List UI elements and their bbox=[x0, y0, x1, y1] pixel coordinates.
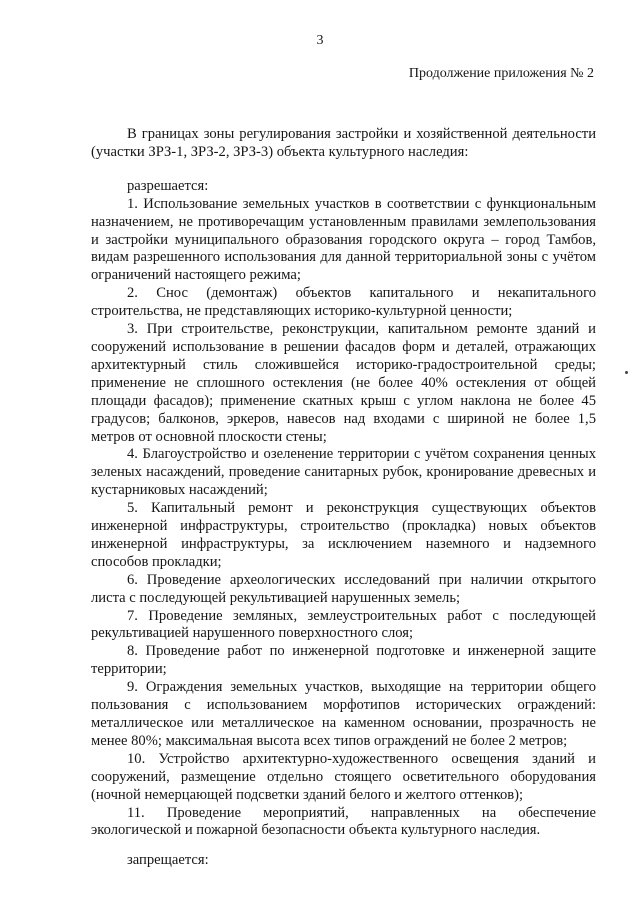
list-item: 1. Использование земельных участков в соответствии с функциональным назначением, не противоречащим установленным правилами землепользования и застройки муниципального образования городского округа – город Тамбов, видам разрешенного использования для данной территориальной зоны с учётом ограничений настоящего режима; bbox=[91, 195, 596, 284]
list-item: 5. Капитальный ремонт и реконструкция существующих объектов инженерной инфраструктуры, строительство (прокладка) новых объектов инженерной инфраструктуры, за исключением наземного и надземного способов прокладки; bbox=[91, 500, 596, 570]
forbidden-label: запрещается: bbox=[127, 852, 209, 869]
intro-paragraph: В границах зоны регулирования застройки и хозяйственной деятельности (участки ЗРЗ-1, ЗРЗ-2, ЗРЗ-3) объекта культурного наследия: bbox=[91, 126, 596, 160]
list-item: 6. Проведение археологических исследований при наличии открытого листа с последующей рекультивацией нарушенных земель; bbox=[91, 571, 596, 606]
list-item: 7. Проведение земляных, землеустроительных работ с последующей рекультивацией нарушенного поверхностного слоя; bbox=[91, 607, 596, 642]
document-body bbox=[91, 126, 596, 870]
list-item: 3. При строительстве, реконструкции, капитальном ремонте зданий и сооружений использование в решении фасадов форм и деталей, отражающих архитектурный стиль сложившейся историко-градостроительной среды; применение не сплошного остекления (не более 40% остекления от общей площади фасадов); применение скатных крыш с углом наклона не более 45 градусов; балконов, эркеров, навесов над входами с шириной не более 1,5 метров от основной плоскости стены; bbox=[91, 321, 596, 445]
list-item: 10. Устройство архитектурно-художественного освещения зданий и сооружений, размещение отдельно стоящего осветительного оборудования (ночной немерцающей подсветки зданий белого и желтого оттенков); bbox=[91, 750, 596, 803]
list-item: 2. Снос (демонтаж) объектов капитального и некапитального строительства, не представляющих историко-культурной ценности; bbox=[91, 285, 596, 320]
list-item: 11. Проведение мероприятий, направленных на обеспечение экологической и пожарной безопасности объекта культурного наследия. bbox=[91, 804, 596, 839]
list-item: 8. Проведение работ по инженерной подготовке и инженерной защите территории; bbox=[91, 643, 596, 678]
scan-margin-mark bbox=[625, 371, 628, 374]
list-item: 4. Благоустройство и озеленение территории с учётом сохранения ценных зеленых насаждений, проведение санитарных рубок, кронирование древесных и кустарниковых насаждений; bbox=[91, 446, 596, 499]
appendix-continuation-note: Продолжение приложения № 2 bbox=[408, 66, 594, 81]
page-number: 3 bbox=[316, 33, 324, 48]
list-item: 9. Ограждения земельных участков, выходящие на территории общего пользования с использованием морфотипов исторических ограждений: металлическое или металлическое на каменном основании, прозрачность не менее 80%; максимальная высота всех типов ограждений не более 2 метров; bbox=[91, 679, 596, 749]
allowed-label: разрешается: bbox=[127, 177, 209, 194]
